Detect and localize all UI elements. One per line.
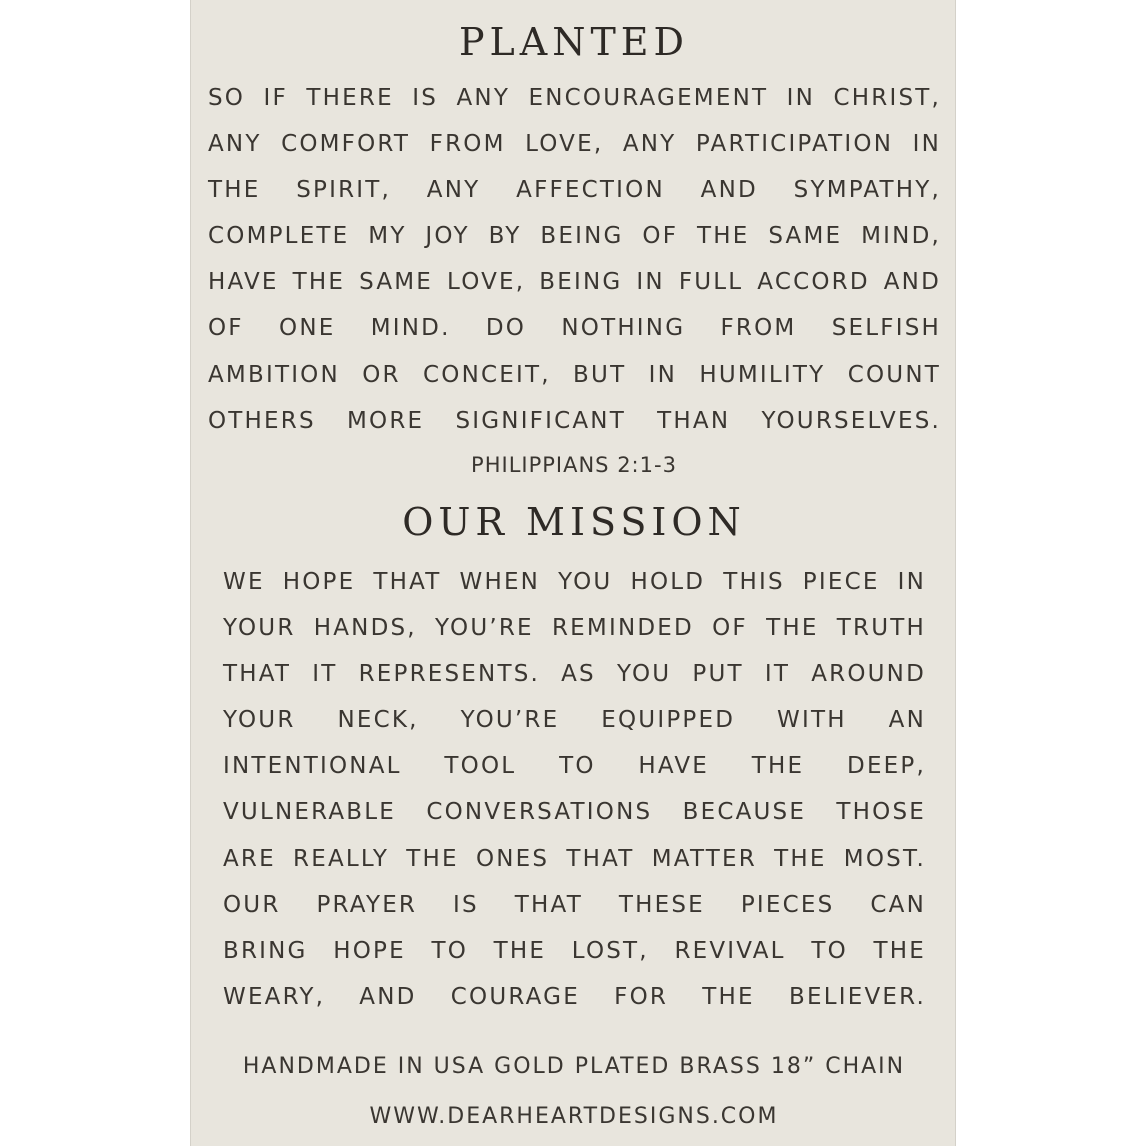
mission-line: YOUR NECK, YOU’RE EQUIPPED WITH AN [223,707,926,734]
product-details: HANDMADE IN USA GOLD PLATED BRASS 18” CHAIN [242,1054,906,1079]
mission-line: BRING HOPE TO THE LOST, REVIVAL TO THE [223,937,926,964]
mission-line: THAT IT REPRESENTS. AS YOU PUT IT AROUND [223,661,926,688]
scripture-citation: PHILIPPIANS 2:1-3 [471,453,677,477]
scripture-line: COMPLETE MY JOY BY BEING OF THE SAME MIND, [208,223,941,250]
scripture-line: OTHERS MORE SIGNIFICANT THAN YOURSELVES. [208,407,941,434]
mission-line: INTENTIONAL TOOL TO HAVE THE DEEP, [223,753,926,780]
scripture-line: HAVE THE SAME LOVE, BEING IN FULL ACCORD AND [208,269,941,296]
website-url: WWW.DEARHEARTDESIGNS.COM [369,1104,779,1129]
scripture-line: AMBITION OR CONCEIT, BUT IN HUMILITY COUNT [208,361,941,388]
info-card [190,0,956,1146]
mission-line: WEARY, AND COURAGE FOR THE BELIEVER. [223,983,926,1010]
scripture-line: OF ONE MIND. DO NOTHING FROM SELFISH [208,315,941,342]
mission-line: OUR PRAYER IS THAT THESE PIECES CAN [223,891,926,918]
scripture-line: THE SPIRIT, ANY AFFECTION AND SYMPATHY, [208,177,941,204]
scripture-paragraph [208,75,941,444]
mission-paragraph [223,559,926,1020]
mission-title: OUR MISSION [402,500,746,544]
mission-line: ARE REALLY THE ONES THAT MATTER THE MOST. [223,845,926,872]
mission-line: WE HOPE THAT WHEN YOU HOLD THIS PIECE IN [223,569,926,595]
mission-line: VULNERABLE CONVERSATIONS BECAUSE THOSE [223,799,926,826]
scripture-line: ANY COMFORT FROM LOVE, ANY PARTICIPATION IN [208,131,941,158]
planted-title: PLANTED [458,20,690,64]
scripture-line: SO IF THERE IS ANY ENCOURAGEMENT IN CHRIST, [208,85,941,111]
mission-line: YOUR HANDS, YOU’RE REMINDED OF THE TRUTH [223,615,926,642]
